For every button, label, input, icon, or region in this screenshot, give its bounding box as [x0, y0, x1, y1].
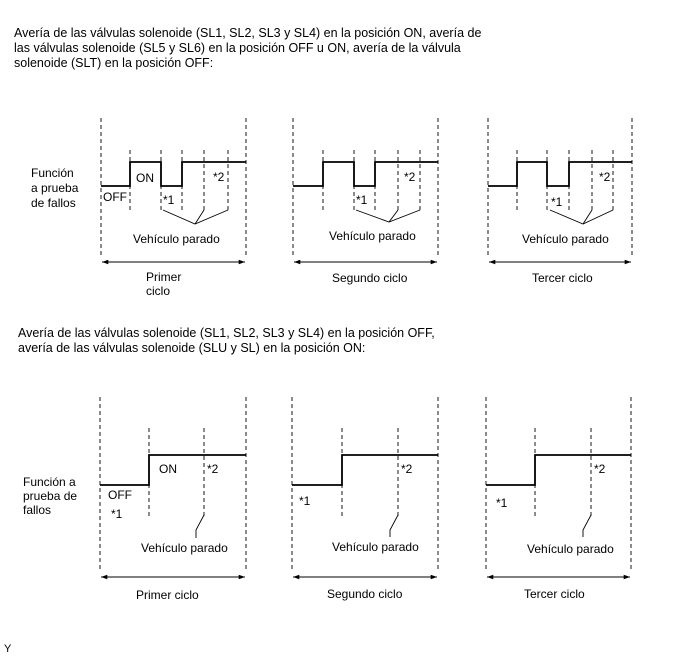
- section2-cycle3-callout: [583, 515, 591, 537]
- section2-cycle1-note2: *2: [207, 462, 219, 476]
- section1-cycle1-note2: *2: [213, 170, 225, 184]
- section1-cycle2-vehicle-stopped: Vehículo parado: [329, 229, 416, 243]
- section1-cycle1-callout: [163, 210, 228, 224]
- section1-heading-line2: las válvulas solenoide (SL5 y SL6) en la posición OFF u ON, avería de la válvula: [14, 41, 461, 55]
- figure-id: Y: [4, 643, 12, 655]
- section2-diagram: [23, 397, 631, 602]
- section1-cycle3-note1: *1: [551, 195, 563, 209]
- section1-ylabel-line3: de fallos: [31, 196, 76, 210]
- section2-cycle2-signal: [292, 455, 438, 485]
- section2-heading-line2: avería de las válvulas solenoide (SLU y SL) en la posición ON:: [18, 341, 366, 355]
- section1-cycle3-signal: [488, 162, 632, 186]
- section2-cycle3-note2: *2: [594, 462, 606, 476]
- section1-cycle3-panel: [488, 118, 632, 285]
- section2-cycle1-note1: *1: [111, 507, 123, 521]
- section1-heading-line1: Avería de las válvulas solenoide (SL1, SL2, SL3 y SL4) en la posición ON, avería de: [14, 26, 482, 40]
- section1-cycle1-panel: [101, 118, 246, 298]
- section2-cycle2-panel: [292, 397, 438, 601]
- section2-cycle1-label: Primer ciclo: [136, 588, 199, 602]
- section1-cycle1-label-line2: ciclo: [146, 284, 171, 298]
- section2-ylabel-line3: fallos: [23, 503, 52, 517]
- section2-ylabel-line1: Función a: [23, 475, 76, 489]
- section2-cycle2-callout: [390, 515, 398, 537]
- section2-cycle3-panel: [486, 397, 631, 601]
- section1-cycle2-label: Segundo ciclo: [332, 271, 408, 285]
- section2-cycle1-callout: [196, 515, 204, 538]
- section1-cycle1-label-line1: Primer: [146, 270, 182, 284]
- section1-cycle2-panel: [293, 118, 438, 285]
- section2-off-label: OFF: [108, 488, 132, 502]
- section2-cycle2-note2: *2: [401, 462, 413, 476]
- section2-cycle2-vehicle-stopped: Vehículo parado: [332, 540, 419, 554]
- section2-cycle3-label: Tercer ciclo: [524, 587, 585, 601]
- section1-diagram: [31, 118, 632, 298]
- section1-cycle3-callout: [550, 210, 613, 224]
- section2-cycle1-vehicle-stopped: Vehículo parado: [141, 541, 228, 555]
- section2-on-label: ON: [159, 462, 177, 476]
- section1-off-label: OFF: [103, 190, 127, 204]
- section2-ylabel-line2: prueba de: [23, 489, 78, 503]
- section1-on-label: ON: [136, 171, 154, 185]
- section1-cycle3-label: Tercer ciclo: [532, 271, 593, 285]
- section2-heading-line1: Avería de las válvulas solenoide (SL1, SL2, SL3 y SL4) en la posición OFF,: [18, 326, 435, 340]
- section1-cycle1-note1: *1: [163, 193, 175, 207]
- section1-cycle2-note1: *1: [356, 193, 368, 207]
- section2-cycle1-panel: [100, 397, 246, 602]
- section2-cycle2-label: Segundo ciclo: [327, 587, 403, 601]
- section1-heading-line3: solenoide (SLT) en la posición OFF:: [14, 56, 214, 70]
- section2-cycle3-signal: [486, 455, 631, 485]
- section1-cycle3-vehicle-stopped: Vehículo parado: [522, 232, 609, 246]
- section2-cycle3-note1: *1: [496, 496, 508, 510]
- section1-cycle2-callout: [356, 210, 420, 222]
- section1-cycle1-vehicle-stopped: Vehículo parado: [133, 232, 220, 246]
- section1-cycle2-note2: *2: [404, 170, 416, 184]
- section1-cycle2-signal: [293, 162, 438, 186]
- section1-ylabel-line1: Función: [31, 166, 74, 180]
- section2-cycle2-note1: *1: [299, 494, 311, 508]
- section1-ylabel-line2: a prueba: [31, 181, 79, 195]
- section2-cycle3-vehicle-stopped: Vehículo parado: [527, 542, 614, 556]
- section1-cycle3-note2: *2: [599, 170, 611, 184]
